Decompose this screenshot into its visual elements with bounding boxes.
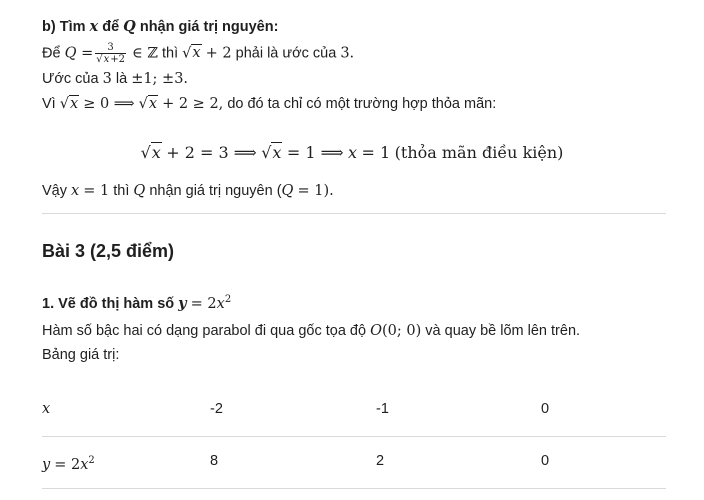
text-la: là — [115, 71, 128, 87]
sub-eq: = 2 — [190, 295, 217, 312]
eq-part-3: = 1 — [361, 143, 391, 162]
desc-b: và quay bề lõm lên trên. — [425, 323, 581, 339]
row2-cell-3: 0 — [541, 453, 550, 469]
desc-o: O — [370, 323, 382, 339]
part-b-line-1 — [42, 42, 354, 65]
row2-pow: 2 — [88, 455, 95, 466]
sub-heading — [42, 290, 231, 314]
cut-off-line — [200, 0, 530, 2]
three: 3. — [340, 45, 355, 62]
part-b-line-3 — [42, 94, 496, 114]
heading-mid: để — [102, 19, 120, 35]
desc-coord: (0; 0) — [381, 323, 422, 339]
sqrt-sign-2: √ — [138, 96, 148, 112]
part-b-line-2 — [42, 69, 188, 89]
text-uoc: Ước của — [42, 71, 99, 87]
text-thi: thì — [113, 183, 130, 199]
in-z: ∈ ℤ — [132, 45, 158, 62]
three: 3 — [102, 71, 112, 87]
text-vay: Vậy — [42, 183, 67, 199]
row1-cell-3: 0 — [541, 401, 550, 417]
row2-eq: = 2 — [54, 456, 81, 473]
eq-x: x — [348, 143, 358, 162]
text-de: Để — [42, 45, 61, 62]
sub-pow: 2 — [224, 294, 232, 305]
text-thi: thì — [162, 45, 179, 62]
conc-q: Q — [133, 183, 146, 199]
eq-sqrt-var-1: x — [151, 143, 161, 162]
row1-label: x — [42, 401, 51, 417]
text-rest: phải là ước của — [235, 45, 337, 62]
table-row-divider — [42, 436, 666, 437]
row2-label — [42, 451, 95, 475]
conc-q2: Q — [281, 183, 294, 199]
row1-cell-2: -1 — [376, 401, 389, 417]
desc-a: Hàm số bậc hai có dạng parabol đi qua gốc tọa độ — [42, 323, 367, 339]
sub-y: y — [178, 294, 187, 312]
sub-x: x — [216, 295, 225, 312]
text-vi: Vì — [42, 96, 56, 112]
heading-prefix: b) Tìm — [42, 19, 86, 35]
text-rest: do đó ta chỉ có một trường hợp thỏa mãn: — [227, 96, 497, 112]
sqrt-sign: √ — [140, 143, 151, 162]
divisor-values: ±1; ±3. — [131, 71, 189, 87]
section-divider — [42, 213, 666, 214]
sub-heading-text: 1. Vẽ đồ thị hàm số — [42, 295, 175, 312]
fraction-den-rest: +2 — [110, 54, 125, 65]
fraction-den-var: x — [103, 54, 110, 65]
eq-part-2: = 1 ⟹ — [286, 143, 344, 162]
ge-zero-implies: ≥ 0 ⟹ — [83, 96, 135, 112]
eq-note: (thỏa mãn điều kiện) — [394, 143, 564, 162]
part-b-conclusion — [42, 181, 334, 201]
part-b-heading — [42, 17, 278, 37]
q-equals: Q = — [64, 45, 94, 62]
heading-suffix: nhận giá trị nguyên: — [139, 19, 279, 35]
row2-x: x — [80, 456, 89, 473]
fraction-denominator: √x+2 — [96, 54, 125, 65]
conc-x: x — [71, 183, 80, 199]
sqrt-var: x — [192, 45, 201, 62]
plus-two: + 2 — [205, 45, 232, 62]
sqrt-sign: √ — [59, 96, 69, 112]
row2-cell-1: 8 — [210, 453, 219, 469]
eq-sqrt-var-2: x — [272, 143, 282, 162]
sqrt-var: x — [69, 96, 79, 112]
row2-y: y — [42, 456, 51, 473]
display-equation — [0, 143, 704, 164]
heading-q: Q — [123, 18, 136, 35]
section-title: Bài 3 (2,5 điểm) — [42, 241, 175, 261]
conc-eq: = 1 — [83, 183, 110, 199]
description-line-1 — [42, 321, 580, 341]
ge-two: + 2 ≥ 2, — [162, 96, 224, 112]
sqrt-var-2: x — [148, 96, 158, 112]
conc-end: = 1). — [297, 183, 334, 199]
table-bottom-divider — [42, 488, 666, 489]
conc-rest: nhận giá trị nguyên ( — [149, 183, 282, 199]
description-line-2: Bảng giá trị: — [42, 347, 120, 363]
eq-part-1: + 2 = 3 ⟹ — [166, 143, 257, 162]
heading-var: x — [89, 18, 99, 35]
sqrt-sign: √ — [182, 45, 192, 62]
row1-cell-1: -2 — [210, 401, 223, 417]
row2-cell-2: 2 — [376, 453, 385, 469]
fraction — [95, 42, 126, 65]
sqrt-sign-2: √ — [261, 143, 272, 162]
fraction-numerator: 3 — [95, 42, 126, 54]
